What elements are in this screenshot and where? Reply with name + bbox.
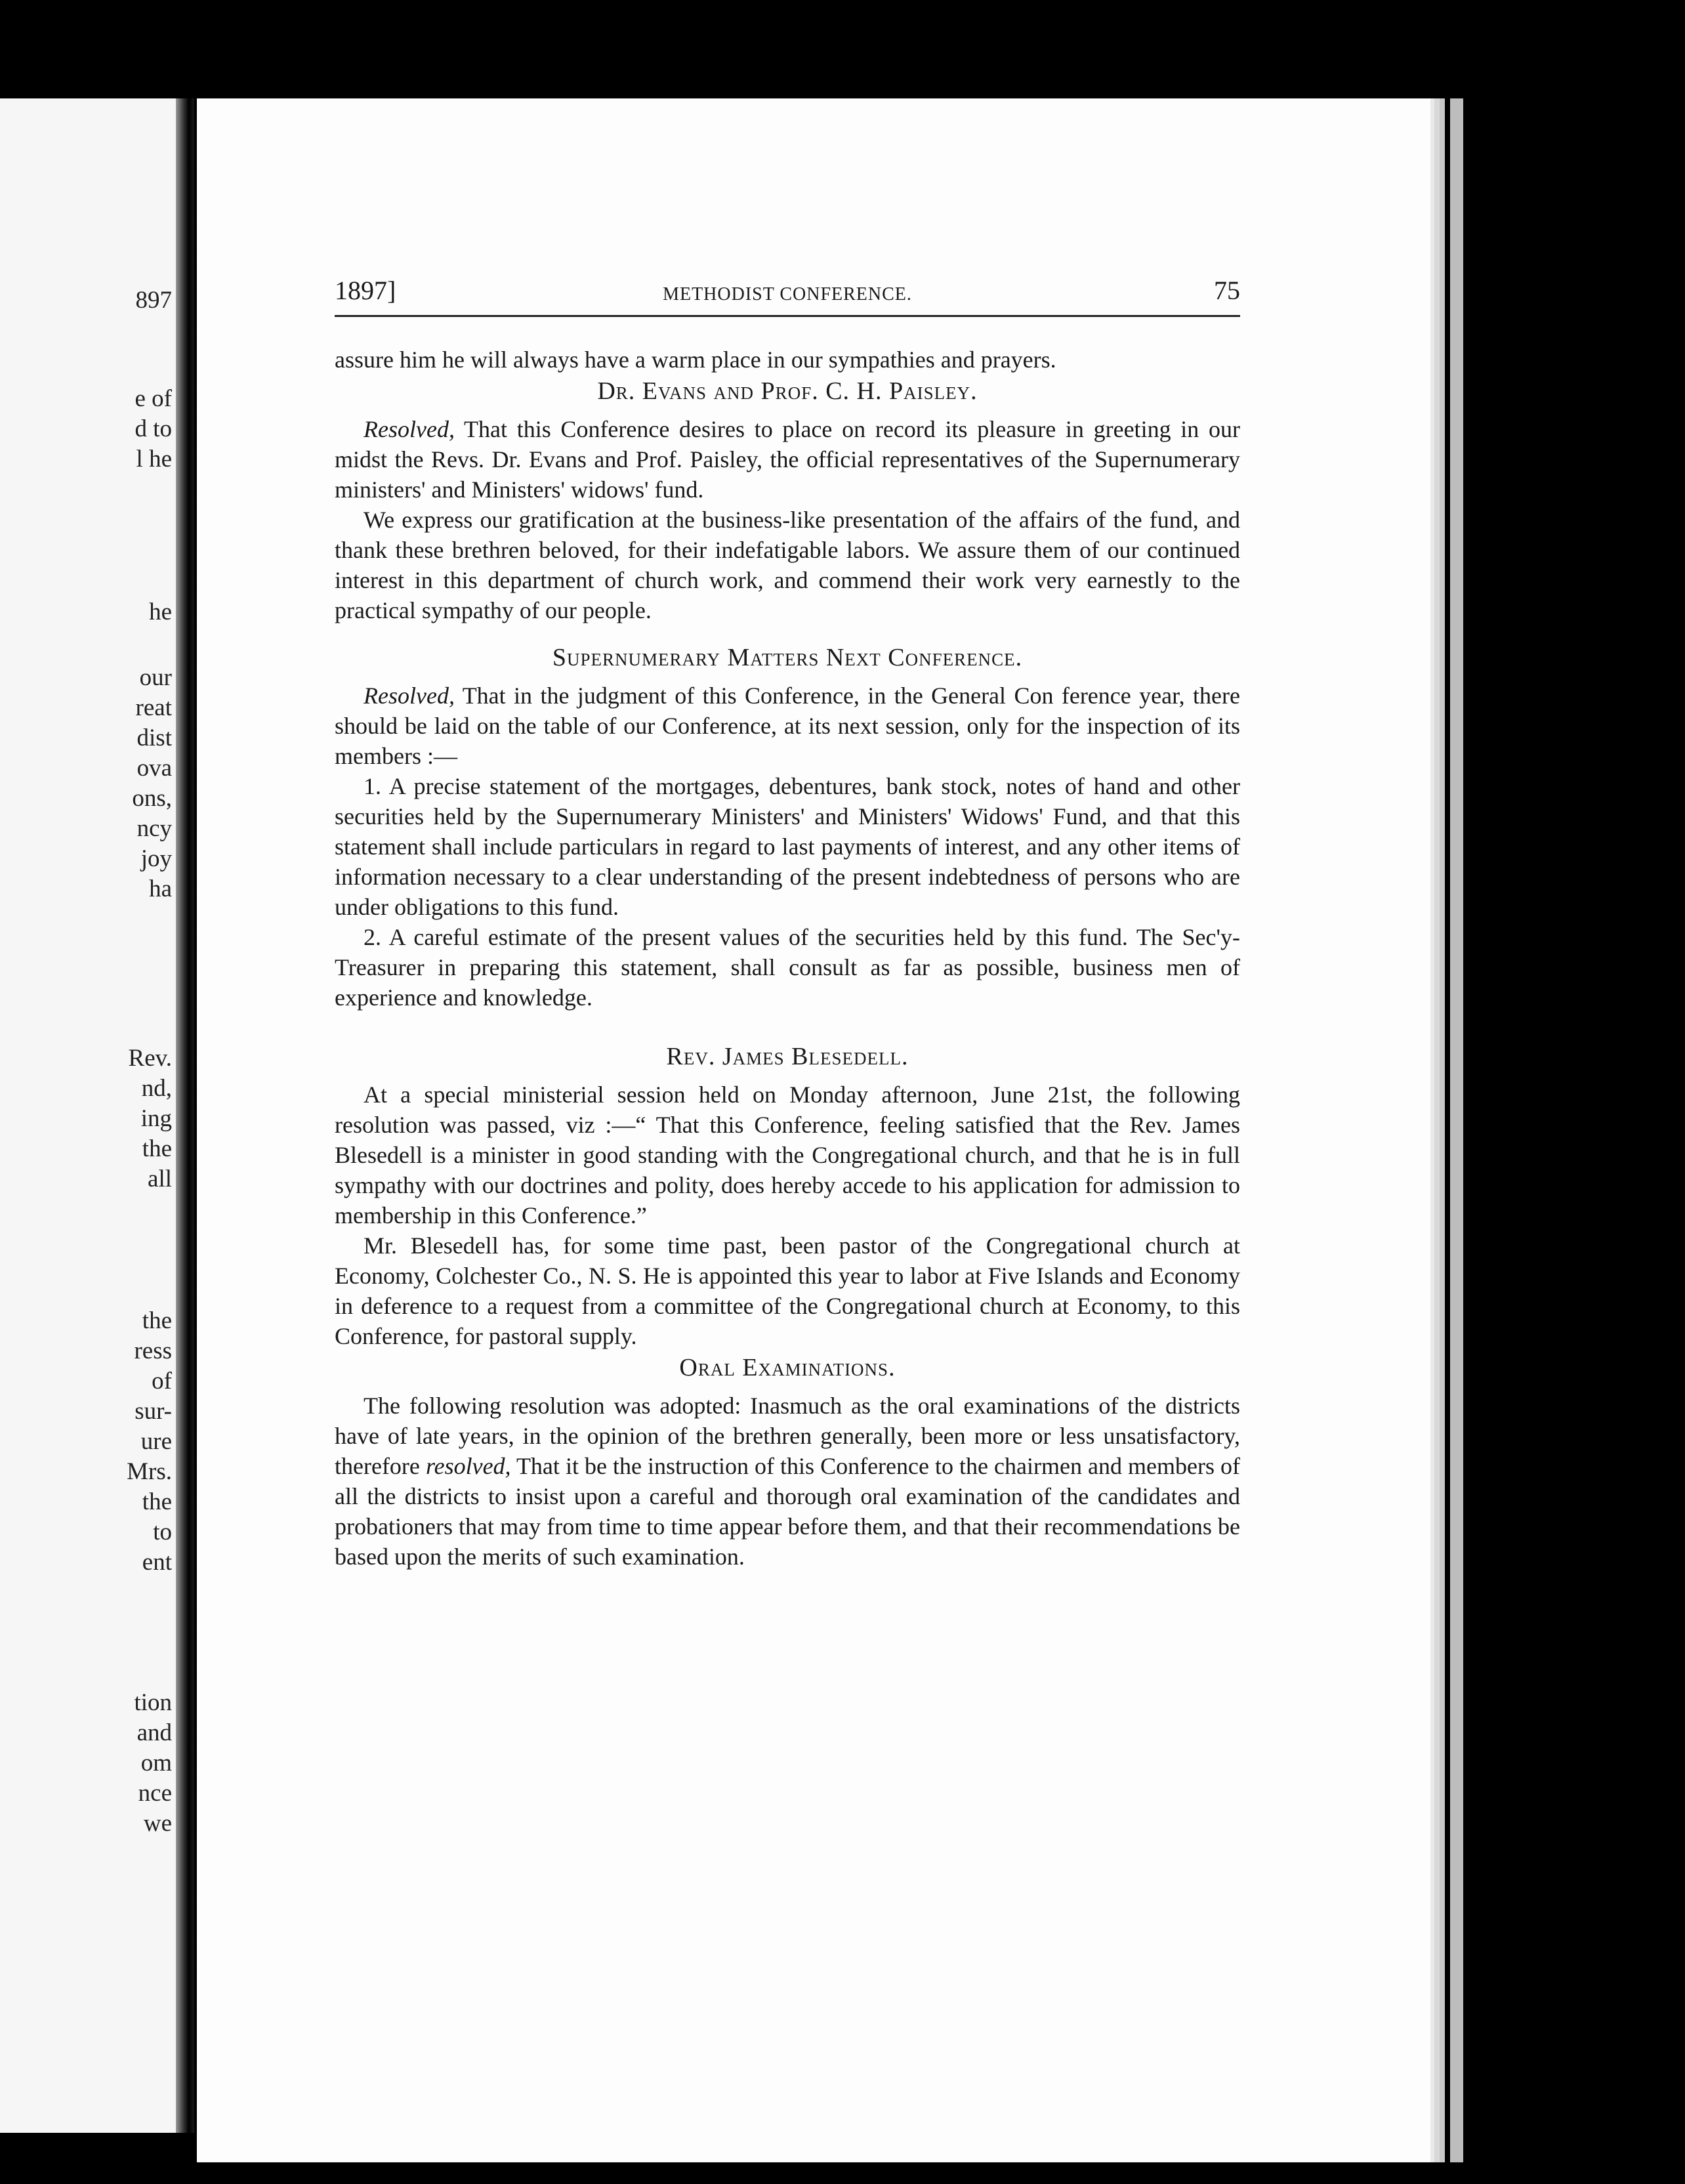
list-item-2: 2. A careful estimate of the present values of the securities held by this fund. The Sec'y-Treasurer in preparing this statement, shall consult as far as possible, business men of experience and knowledge.	[335, 924, 1240, 1011]
resolved-lead: Resolved,	[364, 682, 455, 709]
facing-fragment: sur-	[135, 1398, 172, 1425]
facing-fragment: tion	[134, 1689, 172, 1716]
facing-fragment: the	[142, 1307, 172, 1334]
list-item-1: 1. A precise statement of the mortgages, debentures, bank stock, notes of hand and other securities held by the Supernumerary Ministers' and Ministers' Widows' Fund, and that this statement shall include particulars in regard to last payments of interest, and any other items of information necessary to a clear understanding of the present indebtedness of persons who are under obligations to this fund.	[335, 773, 1240, 920]
paragraph-continued: assure him he will always have a warm place in our sympathies and prayers.	[335, 346, 1056, 373]
facing-fragment: ons,	[132, 785, 172, 812]
section-heading-blesedell: Rev. James Blesedell.	[666, 1043, 909, 1070]
facing-fragment: the	[142, 1135, 172, 1162]
facing-fragment: ha	[149, 875, 172, 902]
facing-fragment: all	[148, 1166, 172, 1192]
facing-fragment: we	[143, 1810, 172, 1837]
header-year: 1897]	[335, 276, 396, 305]
facing-fragment: to	[153, 1519, 172, 1545]
facing-fragment: om	[140, 1750, 172, 1776]
paragraph-text: That in the judgment of this Conference, in the General Con ference year, there should be laid on the table of our Conference, at its next session, only for the inspection of its members :—	[335, 682, 1240, 769]
page-number: 75	[1214, 276, 1240, 305]
paragraph-text: That it be the instruction of this Conference to the chairmen and members of all the districts to insist upon a careful and thorough oral examination of the candidates and probationers that may from time to time appear before them, and that their recommendations be based upon the merits of such examination.	[335, 1453, 1240, 1570]
paragraph-resolved-2	[335, 681, 1240, 771]
facing-fragment: the	[142, 1488, 172, 1515]
running-header	[335, 276, 1240, 317]
facing-fragment: nd,	[141, 1075, 172, 1102]
facing-fragment: ure	[140, 1428, 172, 1455]
page-content	[335, 276, 1240, 1572]
facing-fragment: Mrs.	[127, 1458, 172, 1485]
facing-fragment: of	[152, 1368, 172, 1395]
facing-fragment: nce	[138, 1780, 172, 1807]
facing-fragment: and	[136, 1719, 172, 1746]
facing-fragment: ncy	[136, 815, 172, 842]
facing-fragment: 897	[135, 287, 172, 314]
facing-fragment: dist	[136, 724, 172, 751]
paragraph-special-session: At a special ministerial session held on Monday afternoon, June 21st, the following resolution was passed, viz :—“ That this Conference, feeling satisfied that the Rev. James Blesedell is a minister in good standing with the Congregational church, and that he is in full sympathy with our doctrines and polity, does hereby accede to his application for admission to membership in this Conference.”	[335, 1082, 1240, 1228]
paragraph-oral-examinations	[335, 1391, 1240, 1572]
section-heading-oral-examinations: Oral Examinations.	[679, 1354, 896, 1381]
section-heading-evans-paisley: Dr. Evans and Prof. C. H. Paisley.	[597, 377, 978, 405]
page-edge	[1450, 98, 1463, 2162]
facing-fragment: our	[139, 664, 172, 691]
book-gutter	[176, 98, 194, 2133]
facing-fragment: ova	[136, 755, 172, 782]
header-title: METHODIST CONFERENCE.	[663, 284, 912, 304]
facing-fragment: he	[149, 598, 172, 625]
facing-fragment: ing	[140, 1105, 172, 1132]
facing-fragment: e of	[135, 385, 172, 412]
facing-fragment: l he	[136, 446, 172, 472]
document-page	[197, 98, 1430, 2162]
facing-fragment: d to	[135, 415, 172, 442]
facing-fragment: Rev.	[128, 1045, 172, 1072]
resolved-lead: Resolved,	[364, 416, 455, 442]
section-heading-supernumerary: Supernumerary Matters Next Conference.	[552, 644, 1023, 671]
resolved-inline: resolved,	[425, 1453, 511, 1479]
facing-fragment: ress	[134, 1337, 172, 1364]
facing-fragment: reat	[135, 694, 172, 721]
paragraph-blesedell-pastor: Mr. Blesedell has, for some time past, been pastor of the Congregational church at Economy, Colchester Co., N. S. He is appointed this year to labor at Five Islands and Economy in deference to a request from a committee of the Congregational church at Economy, to this Conference, for pastoral supply.	[335, 1232, 1240, 1349]
facing-fragment: ent	[142, 1549, 172, 1576]
paragraph-text: The following resolution was adopted: Inasmuch as the oral examinations of the districts have of late years, in the opinion of the brethren generally, been more or less unsatisfactory, therefore	[335, 1393, 1240, 1479]
paragraph-resolved-1	[335, 414, 1240, 505]
facing-page	[0, 98, 176, 2133]
facing-fragment: joy	[140, 845, 172, 872]
paragraph-text: That this Conference desires to place on record its pleasure in greeting in our midst the Revs. Dr. Evans and Prof. Paisley, the official representatives of the Supernumerary ministers' and Ministers' widows' fund.	[335, 416, 1240, 503]
paragraph-gratification: We express our gratification at the business-like presentation of the affairs of the fund, and thank these brethren beloved, for their indefatigable labors. We assure them of our continued interest in this department of church work, and commend their work very earnestly to the practical sympathy of our people.	[335, 507, 1240, 623]
